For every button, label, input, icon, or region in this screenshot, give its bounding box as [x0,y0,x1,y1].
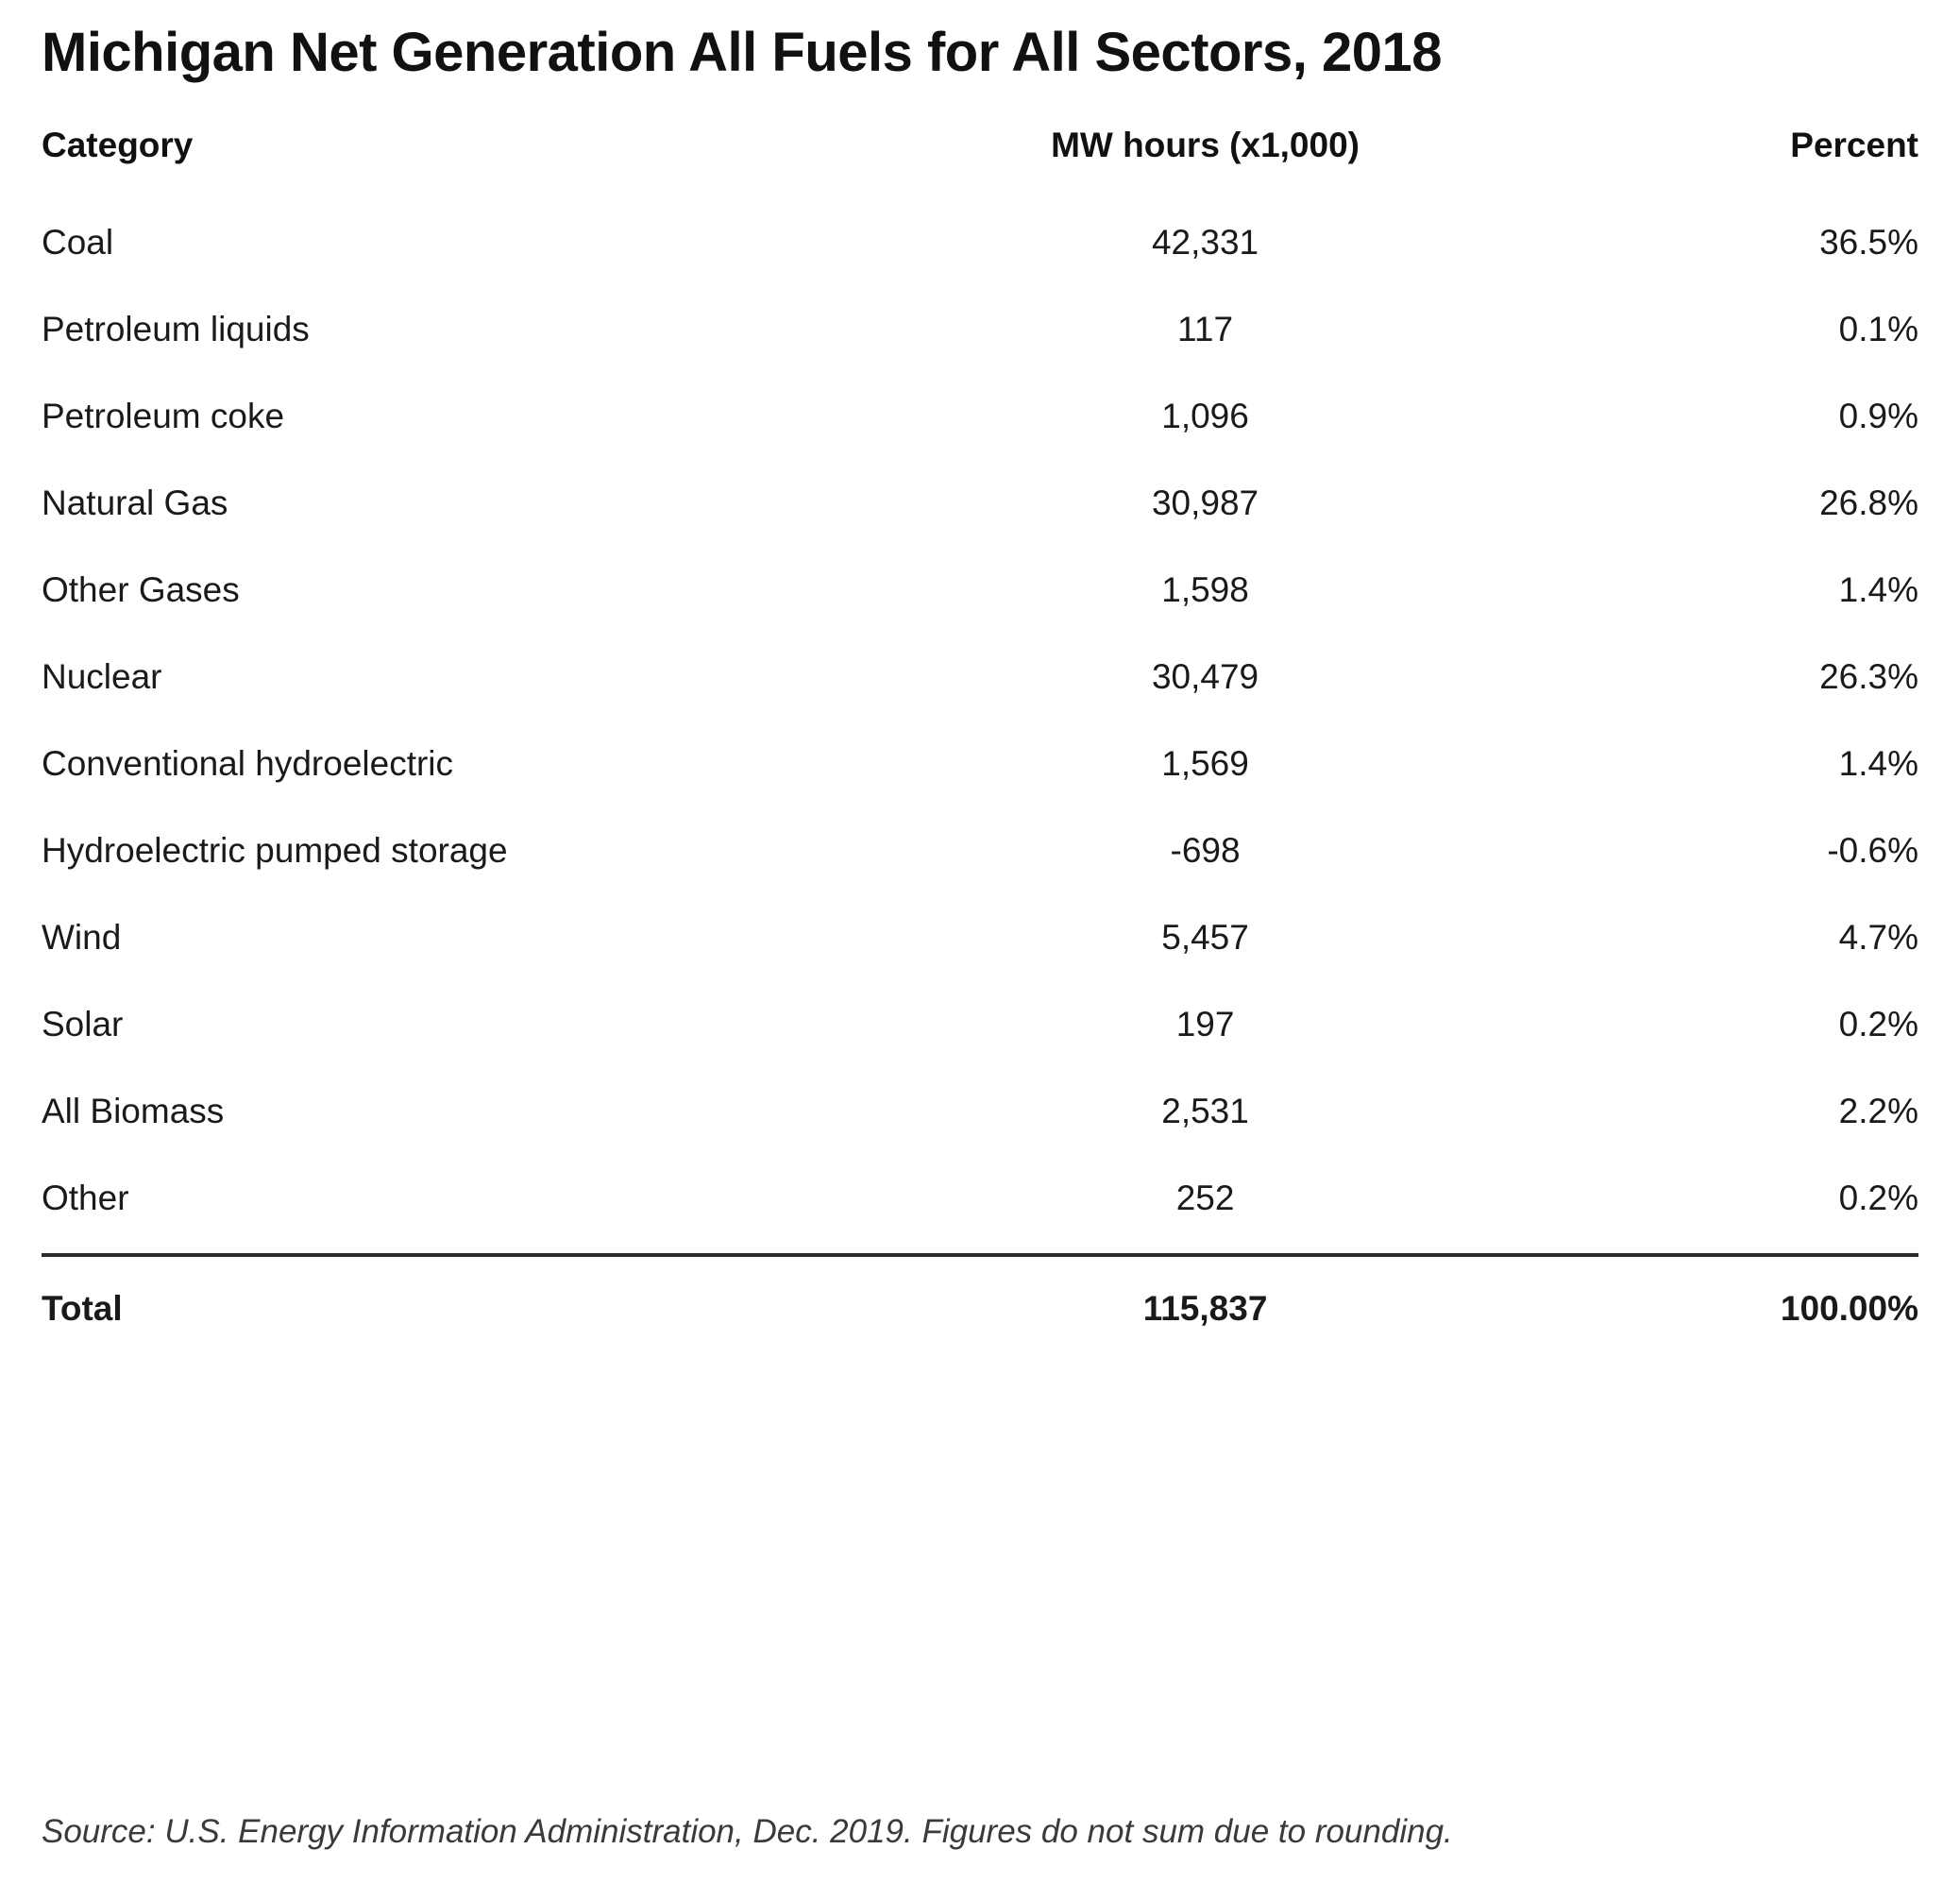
cell-category: Other Gases [42,570,240,609]
cell-category: Nuclear [42,657,162,696]
cell-mwh: -698 [1170,831,1241,870]
cell-percent: 0.2% [1838,1005,1918,1043]
cell-mwh: 197 [1175,1005,1235,1043]
cell-category: Wind [42,918,122,957]
cell-category: Petroleum liquids [42,310,310,348]
source-note: Source: U.S. Energy Information Administration, Dec. 2019. Figures do not sum due to rounding. [42,1813,1453,1850]
total-table [42,1257,1918,1329]
cell-percent: 1.4% [1838,744,1918,783]
cell-percent: 36.5% [1819,223,1918,262]
cell-percent: 26.3% [1819,657,1918,696]
cell-category: Conventional hydroelectric [42,744,454,783]
column-header-mwh: MW hours (x1,000) [1051,126,1360,164]
cell-category: Petroleum coke [42,397,285,435]
cell-mwh: 5,457 [1161,918,1249,957]
total-label: Total [42,1289,123,1328]
table-row [42,894,1918,981]
total-mwh: 115,837 [1142,1289,1268,1328]
table-row [42,634,1918,721]
table-row [42,199,1918,286]
table-row [42,547,1918,634]
cell-percent: 4.7% [1838,918,1918,957]
cell-percent: 1.4% [1838,570,1918,609]
cell-percent: 0.9% [1838,397,1918,435]
cell-mwh: 1,569 [1161,744,1249,783]
cell-mwh: 1,096 [1161,397,1249,435]
page-title: Michigan Net Generation All Fuels for All Sectors, 2018 [42,22,1443,83]
cell-category: Coal [42,223,114,262]
generation-table [42,126,1918,1242]
table-row [42,721,1918,807]
cell-percent: 0.1% [1838,310,1918,348]
cell-mwh: 252 [1175,1179,1235,1217]
total-percent: 100.00% [1780,1289,1918,1328]
table-row [42,807,1918,894]
table-row [42,981,1918,1068]
table-row [42,1068,1918,1155]
cell-percent: 26.8% [1819,483,1918,522]
cell-category: Natural Gas [42,483,228,522]
table-header-row [42,126,1918,199]
cell-mwh: 1,598 [1161,570,1249,609]
column-header-percent: Percent [1790,126,1918,164]
cell-category: Solar [42,1005,124,1043]
cell-category: All Biomass [42,1092,225,1130]
cell-mwh: 30,987 [1151,483,1259,522]
cell-percent: -0.6% [1827,831,1918,870]
cell-category: Hydroelectric pumped storage [42,831,508,870]
cell-mwh: 117 [1177,310,1234,348]
column-header-category: Category [42,126,194,164]
cell-category: Other [42,1179,129,1217]
table-row [42,373,1918,460]
cell-mwh: 30,479 [1151,657,1259,696]
table-row [42,1155,1918,1242]
cell-percent: 0.2% [1838,1179,1918,1217]
cell-mwh: 42,331 [1151,223,1259,262]
table-row [42,460,1918,547]
cell-mwh: 2,531 [1161,1092,1249,1130]
cell-percent: 2.2% [1838,1092,1918,1130]
table-header [42,126,1918,199]
total-row [42,1257,1918,1329]
table-body [42,199,1918,1242]
table-row [42,286,1918,373]
